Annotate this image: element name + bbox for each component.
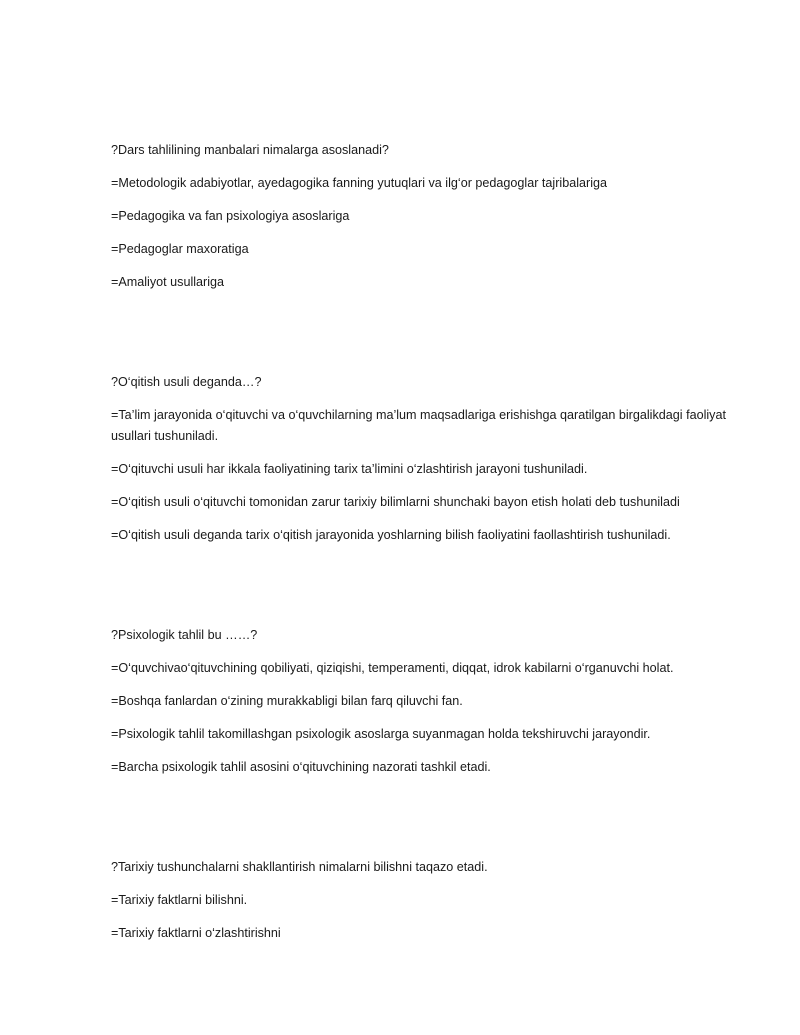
answer-3-4: =Barcha psixologik tahlil asosini o‘qituvchining nazorati tashkil etadi. bbox=[111, 760, 491, 774]
answer-2-4: =O‘qitish usuli deganda tarix o‘qitish jarayonida yoshlarning bilish faoliyatini faollashtirish tushuniladi. bbox=[111, 528, 671, 542]
question-3: ?Psixologik tahlil bu ……? bbox=[111, 628, 258, 642]
answer-4-2: =Tarixiy faktlarni o‘zlashtirishni bbox=[111, 926, 281, 940]
answer-1-3: =Pedagoglar maxoratiga bbox=[111, 242, 249, 256]
question-2: ?O‘qitish usuli deganda…? bbox=[111, 375, 262, 389]
answer-1-4: =Amaliyot usullariga bbox=[111, 275, 225, 289]
answer-2-2: =O‘qituvchi usuli har ikkala faoliyatining tarix ta’limini o‘zlashtirish jarayoni tushuniladi. bbox=[111, 462, 588, 476]
answer-3-3: =Psixologik tahlil takomillashgan psixologik asoslarga suyanmagan holda tekshiruvchi jarayondir. bbox=[111, 727, 651, 741]
answer-1-2: =Pedagogika va fan psixologiya asoslariga bbox=[111, 209, 350, 223]
answer-3-1: =O‘quvchivao‘qituvchining qobiliyati, qiziqishi, temperamenti, diqqat, idrok kabilarni o‘rganuvchi holat. bbox=[111, 661, 674, 675]
answer-2-3: =O‘qitish usuli o‘qituvchi tomonidan zarur tarixiy bilimlarni shunchaki bayon etish holati deb tushuniladi bbox=[111, 495, 680, 509]
answer-2-1: =Ta’lim jarayonida o‘qituvchi va o‘quvchilarning ma’lum maqsadlariga erishishga qaratilgan birgalikdagi faoliyat usullari tushuniladi. bbox=[111, 408, 726, 443]
answer-1-1: =Metodologik adabiyotlar, ayedagogika fanning yutuqlari va ilg‘or pedagoglar tajribalariga bbox=[111, 176, 608, 190]
question-4: ?Tarixiy tushunchalarni shakllantirish nimalarni bilishni taqazo etadi. bbox=[111, 860, 488, 874]
answer-4-1: =Tarixiy faktlarni bilishni. bbox=[111, 893, 248, 907]
question-1: ?Dars tahlilining manbalari nimalarga asoslanadi? bbox=[111, 143, 389, 157]
answer-3-2: =Boshqa fanlardan o‘zining murakkabligi bilan farq qiluvchi fan. bbox=[111, 694, 463, 708]
